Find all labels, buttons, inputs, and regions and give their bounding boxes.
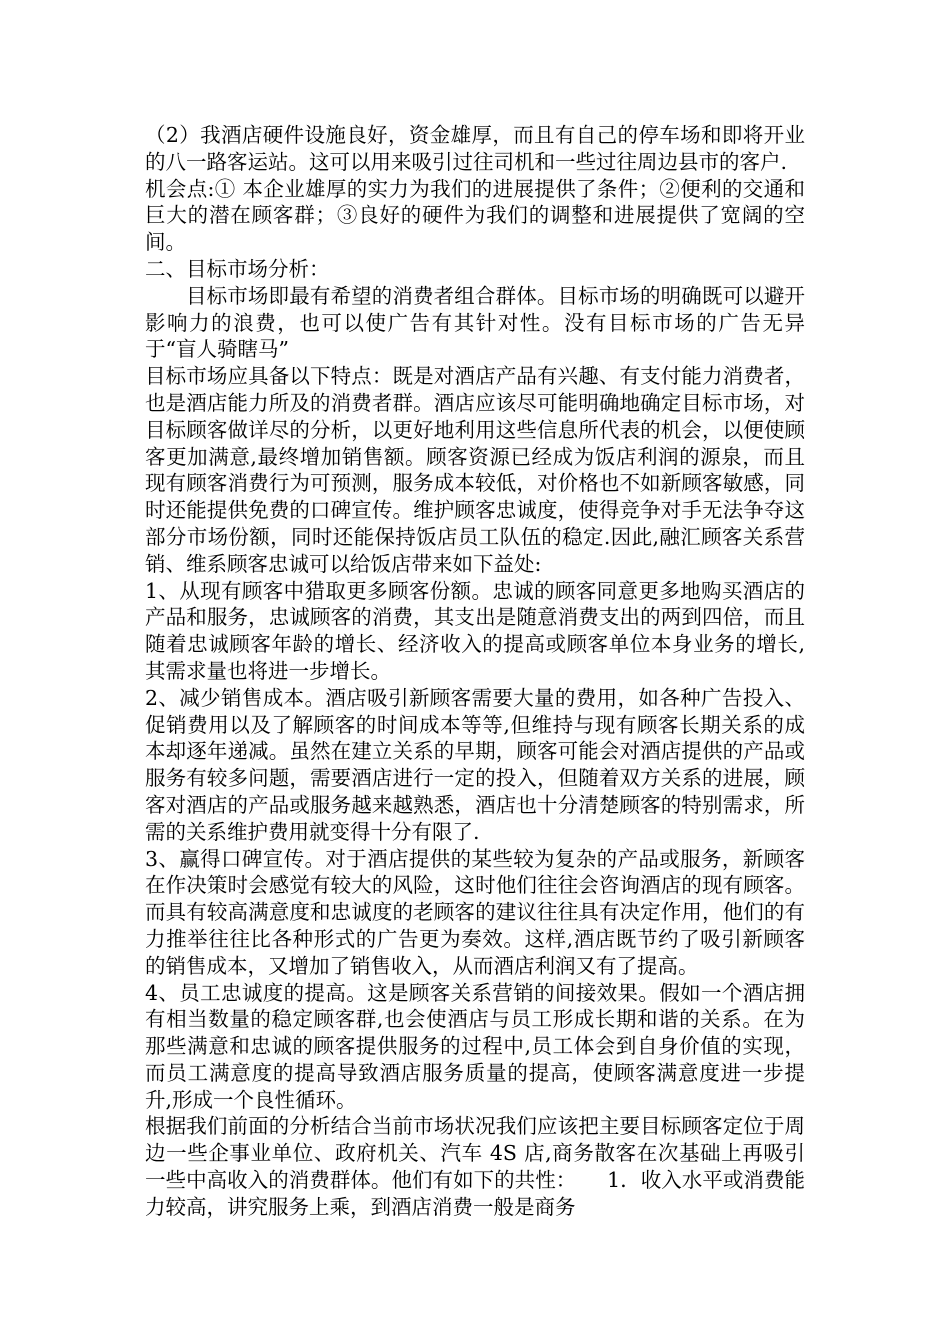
paragraph-benefit-2: 2、减少销售成本。酒店吸引新顾客需要大量的费用，如各种广告投入、促销费用以及了解顾客的时间成本等等,但维持与现有顾客长期关系的成本却逐年递减。虽然在建立关系的早期，顾客可能会对酒店提供的产品或服务有较多问题，需要酒店进行一定的投入，但随着双方关系的进展，顾客对酒店的产品或服务越来越熟悉，酒店也十分清楚顾客的特别需求，所需的关系维护费用就变得十分有限了.	[145, 685, 805, 844]
document-page	[145, 122, 805, 1221]
paragraph-benefit-4: 4、员工忠诚度的提高。这是顾客关系营销的间接效果。假如一个酒店拥有相当数量的稳定顾客群,也会使酒店与员工形成长期和谐的关系。在为那些满意和忠诚的顾客提供服务的过程中,员工体会到自身价值的实现，而员工满意度的提高导致酒店服务质量的提高，使顾客满意度进一步提升,形成一个良性循环。	[145, 980, 805, 1112]
paragraph-target-market-definition: 目标市场即最有希望的消费者组合群体。目标市场的明确既可以避开影响力的浪费，也可以使广告有其针对性。没有目标市场的广告无异于“盲人骑瞎马”	[145, 283, 805, 362]
paragraph-target-market-features: 目标市场应具备以下特点：既是对酒店产品有兴趣、有支付能力消费者，也是酒店能力所及的消费者群。酒店应该尽可能明确地确定目标市场，对目标顾客做详尽的分析，以更好地利用这些信息所代表的机会，以便使顾客更加满意,最终增加销售额。顾客资源已经成为饭店利润的源泉，而且现有顾客消费行为可预测，服务成本较低，对价格也不如新顾客敏感，同时还能提供免费的口碑宣传。维护顾客忠诚度，使得竞争对手无法争夺这部分市场份额，同时还能保持饭店员工队伍的稳定.因此,融汇顾客关系营销、维系顾客忠诚可以给饭店带来如下益处:	[145, 364, 805, 576]
paragraph-target-customers: 根据我们前面的分析结合当前市场状况我们应该把主要目标顾客定位于周边一些企事业单位、政府机关、汽车 4S 店,商务散客在次基础上再吸引一些中高收入的消费群体。他们有如下的共性： 1．收入水平或消费能力较高，讲究服务上乘，到酒店消费一般是商务	[145, 1114, 805, 1219]
section-heading-target-market: 二、目标市场分析：	[145, 256, 330, 281]
paragraph-opportunities: 机会点:① 本企业雄厚的实力为我们的进展提供了条件；②便利的交通和巨大的潜在顾客群；③良好的硬件为我们的调整和进展提供了宽阔的空间。	[145, 176, 805, 255]
paragraph-benefit-1: 1、从现有顾客中猎取更多顾客份额。忠诚的顾客同意更多地购买酒店的产品和服务，忠诚顾客的消费，其支出是随意消费支出的两到四倍，而且随着忠诚顾客年龄的增长、经济收入的提高或顾客单位本身业务的增长,其需求量也将进一步增长。	[145, 578, 805, 683]
paragraph-benefit-3: 3、赢得口碑宣传。对于酒店提供的某些较为复杂的产品或服务，新顾客在作决策时会感觉有较大的风险，这时他们往往会咨询酒店的现有顾客。而具有较高满意度和忠诚度的老顾客的建议往往具有决定作用，他们的有力推举往往比各种形式的广告更为奏效。这样,酒店既节约了吸引新顾客的销售成本，又增加了销售收入，从而酒店利润又有了提高。	[145, 846, 805, 978]
paragraph-hardware: （2）我酒店硬件设施良好，资金雄厚，而且有自己的停车场和即将开业的八一路客运站。这可以用来吸引过往司机和一些过往周边县市的客户.	[145, 123, 805, 174]
